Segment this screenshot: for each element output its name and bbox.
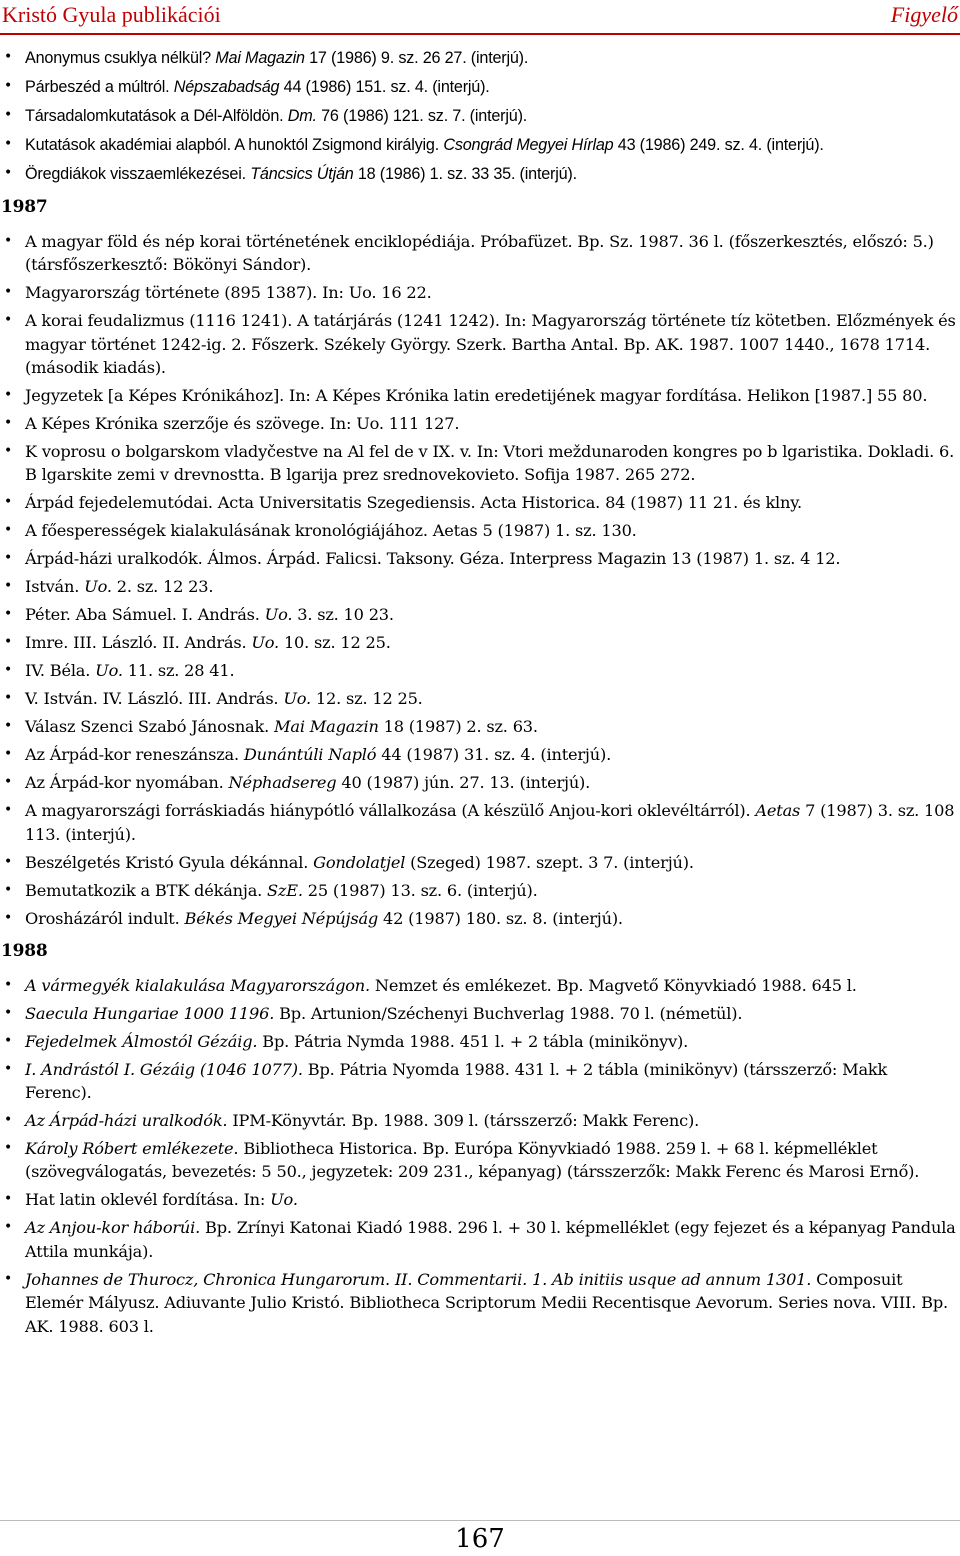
entry-text: 17 (1986) 9. sz. 26 27. (interjú).: [304, 49, 529, 67]
list-item: [0, 46, 958, 70]
list-item: [0, 879, 958, 902]
entry-text: Válasz Szenci Szabó Jánosnak.: [25, 717, 274, 737]
entry-text: A főesperességek kialakulásának kronológiájához. Aetas 5 (1987) 1. sz. 130.: [25, 521, 637, 541]
entry-text: A korai feudalizmus (1116 1241). A tatárjárás (1241 1242). In: Magyarország története tíz kötetben. Előzmények és magyar történet 1242-ig. 2. Főszerk. Székely György. Szerk. Bartha Antal. Bp. AK. 1987. 1007 1440., 1678 1714. (második kiadás).: [25, 311, 956, 378]
entry-text: Anonymus csuklya nélkül?: [25, 49, 216, 67]
entry-text: Orosházáról indult.: [25, 908, 185, 928]
entry-text: Az Árpád-kor nyomában.: [25, 773, 229, 793]
list-item: [0, 631, 958, 654]
entry-text: 10. sz. 12 25.: [279, 633, 391, 653]
bullet-icon: •: [4, 312, 13, 329]
list-item: [0, 715, 958, 738]
list-item: [0, 603, 958, 626]
bullet-icon: •: [4, 976, 13, 993]
entry-title-italic: Uo.: [84, 577, 112, 597]
bullet-icon: •: [4, 1270, 13, 1287]
list-item: [0, 974, 958, 997]
bullet-icon: •: [4, 443, 13, 460]
entry-text: Composuit Elemér Mályusz. Adiuvante Julio Kristó. Bibliotheca Scriptorum Medii Recentisque Aevorum. Series nova. VIII. Bp. AK. 1988. 603 l.: [25, 1269, 948, 1336]
entry-text: V. István. IV. László. III. András.: [25, 689, 284, 709]
entry-title-italic: A vármegyék kialakulása Magyarországon.: [25, 975, 370, 995]
entry-text: 11. sz. 28 41.: [122, 661, 235, 681]
entry-text: (Szeged) 1987. szept. 3 7. (interjú).: [405, 852, 694, 872]
bullet-icon: •: [4, 634, 13, 651]
entry-title-italic: Gondolatjel: [313, 852, 406, 872]
list-item: [0, 230, 958, 277]
bullet-icon: •: [4, 136, 13, 152]
entry-text: Az Árpád-kor reneszánsza.: [25, 745, 244, 765]
bullet-icon: •: [4, 232, 13, 249]
bullet-icon: •: [4, 1032, 13, 1049]
entry-title-italic: Mai Magazin: [274, 717, 379, 737]
entry-text: 18 (1986) 1. sz. 33 35. (interjú).: [353, 165, 577, 183]
bullet-icon: •: [4, 853, 13, 870]
entry-title-italic: Néphadsereg: [228, 773, 337, 793]
bullet-icon: •: [4, 718, 13, 735]
bullet-icon: •: [4, 1004, 13, 1021]
list-item: [0, 1268, 958, 1338]
entry-title-italic: Uo.: [283, 689, 311, 709]
entry-title-italic: Mai Magazin: [215, 49, 305, 67]
entry-text: Beszélgetés Kristó Gyula dékánnal.: [25, 852, 314, 872]
entry-text: Jegyzetek [a Képes Krónikához]. In: A Képes Krónika latin eredetijének magyar fordítása. Helikon [1987.] 55 80.: [25, 386, 928, 406]
footer-rule: [0, 1520, 960, 1521]
bullet-icon: •: [4, 49, 13, 65]
entry-title-italic: Uo.: [270, 1190, 298, 1210]
entry-text: Kutatások akadémiai alapból. A hunoktól Zsigmond királyig.: [25, 136, 444, 154]
list-item: [0, 1058, 958, 1105]
list-item: [0, 575, 958, 598]
list-item: [0, 309, 958, 379]
entry-title-italic: Dunántúli Napló: [243, 745, 377, 765]
page-header: [0, 0, 960, 35]
entry-text: 18 (1987) 2. sz. 63.: [378, 717, 538, 737]
entry-text: 25 (1987) 13. sz. 6. (interjú).: [302, 880, 538, 900]
header-title: Kristó Gyula publikációi: [2, 2, 221, 27]
bullet-icon: •: [4, 774, 13, 791]
list-item: [0, 851, 958, 874]
list-item: [0, 1216, 958, 1263]
entry-text: A magyar föld és nép korai történetének enciklopédiája. Próbafüzet. Bp. Sz. 1987. 36 l. (főszerkesztés, előszó: 5.) (társfőszerkesztő: Bökönyi Sándor).: [25, 231, 934, 275]
bullet-icon: •: [4, 881, 13, 898]
bullet-icon: •: [4, 690, 13, 707]
entry-text: 43 (1986) 249. sz. 4. (interjú).: [613, 136, 824, 154]
bullet-icon: •: [4, 802, 13, 819]
entry-text: A Képes Krónika szerzője és szövege. In: Uo. 111 127.: [25, 414, 460, 434]
entry-text: 12. sz. 12 25.: [310, 689, 423, 709]
bullet-icon: •: [4, 1112, 13, 1129]
list-item: [0, 799, 958, 846]
bullet-icon: •: [4, 578, 13, 595]
bullet-icon: •: [4, 1191, 13, 1208]
entry-text: K voprosu o bolgarskom vladyčestve na Al fel de v IX. v. In: Vtori meždunaroden kongres po b lgaristika. Dokladi. 6. B lgarskite zemi v drevnostta. B lgarija prez srednovekovieto. Sofija 1987. 265 272.: [25, 442, 955, 485]
entry-text: 7 (1987) 3. sz. 108 113. (interjú).: [25, 801, 955, 844]
entry-text: Péter. Aba Sámuel. I. András.: [25, 605, 265, 625]
bullet-icon: •: [4, 522, 13, 539]
entry-title-italic: Saecula Hungariae 1000 1196.: [25, 1003, 275, 1023]
list-item: [0, 1137, 958, 1184]
entry-text: Társadalomkutatások a Dél-Alföldön.: [25, 107, 288, 125]
entry-text: Nemzet és emlékezet. Bp. Magvető Könyvkiadó 1988. 645 l.: [369, 975, 857, 995]
entry-text: Bibliotheca Historica. Bp. Európa Könyvkiadó 1988. 259 l. + 68 l. képmelléklet (szövegválogatás, bevezetés: 5 50., jegyzetek: 209 231., képanyag) (társszerzők: Makk Ferenc és Marosi Ernő).: [25, 1139, 920, 1182]
bullet-icon: •: [4, 550, 13, 567]
bullet-icon: •: [4, 78, 13, 94]
entry-text: 44 (1987) 31. sz. 4. (interjú).: [376, 745, 612, 765]
header-section: Figyelő: [890, 2, 958, 27]
entry-title-italic: Johannes de Thurocz, Chronica Hungarorum. II. Commentarii. 1. Ab initiis usque ad annum 1301.: [25, 1269, 812, 1289]
entry-title-italic: Dm.: [287, 107, 317, 125]
entry-title-italic: Az Anjou-kor háborúi.: [25, 1218, 201, 1238]
entry-list: [0, 230, 958, 930]
entry-list: [0, 46, 958, 186]
entry-text: Bp. Zrínyi Katonai Kiadó 1988. 296 l. + 30 l. képmelléklet (egy fejezet és a képanyag Pandula Attila munkája).: [25, 1218, 956, 1261]
entry-title-italic: Uo.: [251, 633, 279, 653]
bullet-icon: •: [4, 909, 13, 926]
entry-title-italic: Táncsics Útján: [250, 165, 354, 183]
entry-text: Árpád-házi uralkodók. Álmos. Árpád. Falicsi. Taksony. Géza. Interpress Magazin 13 (1987) 1. sz. 4 12.: [25, 549, 841, 569]
entry-text: Bp. Pátria Nyomda 1988. 431 l. + 2 tábla (minikönyv) (társszerző: Makk Ferenc).: [25, 1059, 888, 1103]
list-item: [0, 519, 958, 542]
entry-text: Árpád fejedelemutódai. Acta Universitatis Szegediensis. Acta Historica. 84 (1987) 11 21. és klny.: [25, 493, 802, 513]
bullet-icon: •: [4, 165, 13, 181]
list-item: [0, 384, 958, 407]
list-item: [0, 659, 958, 682]
entry-text: István.: [25, 577, 85, 597]
list-item: [0, 104, 958, 128]
entry-text: A magyarországi forráskiadás hiánypótló vállalkozása (A készülő Anjou-kori oklevéltárról).: [25, 801, 756, 821]
entry-text: Magyarország története (895 1387). In: Uo. 16 22.: [25, 283, 432, 303]
entry-text: Bp. Pátria Nymda 1988. 451 l. + 2 tábla (minikönyv).: [257, 1031, 689, 1051]
list-item: [0, 687, 958, 710]
entry-text: 76 (1986) 121. sz. 7. (interjú).: [316, 107, 528, 125]
bullet-icon: •: [4, 415, 13, 432]
entry-title-italic: I. Andrástól I. Gézáig (1046 1077).: [25, 1059, 303, 1079]
entry-text: 2. sz. 12 23.: [111, 577, 214, 597]
list-item: [0, 907, 958, 930]
entry-text: 3. sz. 10 23.: [292, 605, 394, 625]
list-item: [0, 133, 958, 157]
entry-title-italic: Az Árpád-házi uralkodók.: [25, 1111, 228, 1131]
entry-title-italic: Uo.: [264, 605, 293, 625]
entry-text: Öregdiákok visszaemlékezései.: [25, 165, 251, 183]
entry-text: Bemutatkozik a BTK dékánja.: [25, 880, 268, 900]
entry-text: Párbeszéd a múltról.: [25, 78, 174, 96]
entry-text: Hat latin oklevél fordítása. In:: [25, 1190, 271, 1210]
bullet-icon: •: [4, 107, 13, 123]
bullet-icon: •: [4, 1140, 13, 1157]
bullet-icon: •: [4, 1219, 13, 1236]
entry-text: Imre. III. László. II. András.: [25, 633, 252, 653]
year-heading: 1987: [1, 197, 48, 218]
entry-title-italic: SzE.: [267, 880, 303, 900]
entry-text: 42 (1987) 180. sz. 8. (interjú).: [378, 908, 623, 928]
bullet-icon: •: [4, 284, 13, 301]
list-item: [0, 1002, 958, 1025]
list-item: [0, 1109, 958, 1132]
entry-text: 44 (1986) 151. sz. 4. (interjú).: [279, 78, 490, 96]
list-item: [0, 412, 958, 435]
entry-title-italic: Fejedelmek Álmostól Gézáig.: [25, 1031, 258, 1051]
year-heading: 1988: [1, 941, 48, 962]
list-item: [0, 547, 958, 570]
entry-title-italic: Csongrád Megyei Hírlap: [443, 136, 614, 154]
list-item: [0, 281, 958, 304]
list-item: [0, 1030, 958, 1053]
list-item: [0, 75, 958, 99]
entry-title-italic: Aetas: [755, 801, 801, 821]
entry-title-italic: Uo.: [95, 661, 123, 681]
entry-text: Bp. Artunion/Széchenyi Buchverlag 1988. 70 l. (németül).: [274, 1003, 743, 1023]
bullet-icon: •: [4, 1060, 13, 1077]
entry-text: IV. Béla.: [25, 661, 96, 681]
entry-text: IPM-Könyvtár. Bp. 1988. 309 l. (társszerző: Makk Ferenc).: [227, 1111, 700, 1131]
bullet-icon: •: [4, 494, 13, 511]
entry-title-italic: Békés Megyei Népújság: [184, 908, 379, 928]
publication-list: [0, 46, 958, 1343]
bullet-icon: •: [4, 662, 13, 679]
bullet-icon: •: [4, 606, 13, 623]
list-item: [0, 1188, 958, 1211]
list-item: [0, 743, 958, 766]
page-number: 167: [455, 1524, 505, 1554]
list-item: [0, 440, 958, 487]
entry-title-italic: Károly Róbert emlékezete.: [25, 1139, 239, 1159]
entry-list: [0, 974, 958, 1338]
list-item: [0, 162, 958, 186]
bullet-icon: •: [4, 746, 13, 763]
list-item: [0, 771, 958, 794]
entry-title-italic: Népszabadság: [173, 78, 280, 96]
list-item: [0, 491, 958, 514]
bullet-icon: •: [4, 387, 13, 404]
entry-text: 40 (1987) jún. 27. 13. (interjú).: [336, 773, 591, 793]
